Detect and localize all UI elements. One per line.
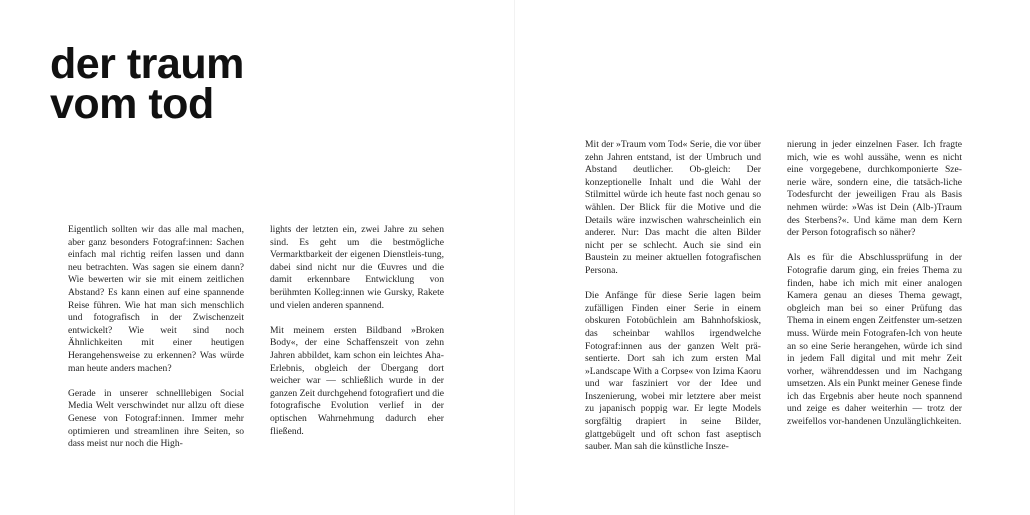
text-column-4	[787, 139, 962, 429]
page-gutter	[514, 0, 515, 515]
text-column-1	[68, 224, 244, 451]
paragraph: Gerade in unserer schnelllebigen Social Media Welt verschwindet nur allzu oft diese Genese von Fotograf:innen. Immer mehr optimieren und streamlinen ihre Seiten, so dass meist nur noch die High-	[68, 387, 244, 450]
text-column-3	[585, 139, 761, 454]
paragraph: Mit meinem ersten Bildband »Broken Body«, der eine Schaffenszeit von zehn Jahren abbildet, kam schon ein leichtes Aha-Erlebnis, obgleich der Übergang dort weicher war — schließlich wurde in der ganzen Zeit durchgehend fotografiert und die fotografische Evolution verlief in der optischen Wahrnehmung dadurch eher fließend.	[270, 324, 444, 437]
title-line-2: vom tod	[50, 80, 214, 128]
paragraph: Eigentlich sollten wir das alle mal machen, aber ganz besonders Fotograf:innen: Sachen einfach mal richtig reifen lassen und dann neu betrachten. Was sagen sie einem dann? Wie bewerten wir sie mit einem zeitlichen Abstand? Es kann einen auf eine spannende Reise führen. Wie hat man sich menschlich und fotografisch in der Zwischenzeit entwickelt? Wie weit sind noch Ähnlichkeiten mit einer heutigen Herangehensweise zu erkennen? Was würde man heute anders machen?	[68, 224, 244, 374]
title-line-1: der traum	[50, 40, 244, 88]
text-column-2	[270, 224, 444, 438]
article-title	[50, 40, 244, 128]
paragraph: nierung in jeder einzelnen Faser. Ich fragte mich, wie es wohl aussähe, wenn es nicht eine vorgegebene, durchkomponierte Sze-nerie wäre, sondern eine, die tatsäch-liche Todesfurcht der jeweiligen Frau als Basis nehmen würde: »Was ist Dein (Alb-)Traum des Sterbens?«. Und käme man dem Kern der Person fotografisch so näher?	[787, 139, 962, 239]
paragraph: Die Anfänge für diese Serie lagen beim zufälligen Finden einer Serie in einem obskuren Fotobüchlein am Bahnhofskiosk, das scheinbar wahllos irgendwelche Fotograf:innen aus der ganzen Welt prä-sentierte. Dort sah ich zum ersten Mal »Landscape With a Corpse« von Izima Kaoru und war fasziniert vor der Idee und Inszenierung, wobei mir letztere aber meist zu japanisch poppig war. Er legte Models sorgfältig drapiert in seine Bilder, glattgebügelt und oft schon fast aseptisch sauber. Man sah die künstliche Insze-	[585, 290, 761, 453]
paragraph: Als es für die Abschlussprüfung in der Fotografie darum ging, ein freies Thema zu finden, habe ich mich mit einer analogen Kamera genau an dieses Thema gewagt, obgleich man bei so einer Prüfung das Thema in einem engen Zeitfenster um-setzen muss. Würde mein Fotografen-Ich von heute an so eine Serie herangehen, würde ich sind in jedem Fall digital und mit mehr Zeit vorher, währenddessen und im Nachgang umsetzen. Als ein Punkt meiner Genese finde ich das Ergebnis aber heute noch spannend und zeige es daher weiterhin — trotz der zweifellos vor-handenen Unzulänglichkeiten.	[787, 252, 962, 428]
paragraph: lights der letzten ein, zwei Jahre zu sehen sind. Es geht um die bestmögliche Vermarktbarkeit der eigenen Dienstleis-tung, dabei sind nicht nur die Œuvres und die damit erkennbare Entwicklung von berühmten Kolleg:innen wie Gursky, Rakete und vielen anderen spannend.	[270, 224, 444, 311]
paragraph: Mit der »Traum vom Tod« Serie, die vor über zehn Jahren entstand, ist der Umbruch und Abstand deutlicher. Ob-gleich: Der konzeptionelle Inhalt und die Wahl der Stilmittel würde ich heute fast noch genau so wählen. Der Blick für die Motive und die Details wäre inzwischen wahrscheinlich ein anderer. Nur: Das macht die alten Bilder nicht per se schlecht. Auch sie sind ein Baustein zu meiner aktuellen fotografischen Persona.	[585, 139, 761, 276]
